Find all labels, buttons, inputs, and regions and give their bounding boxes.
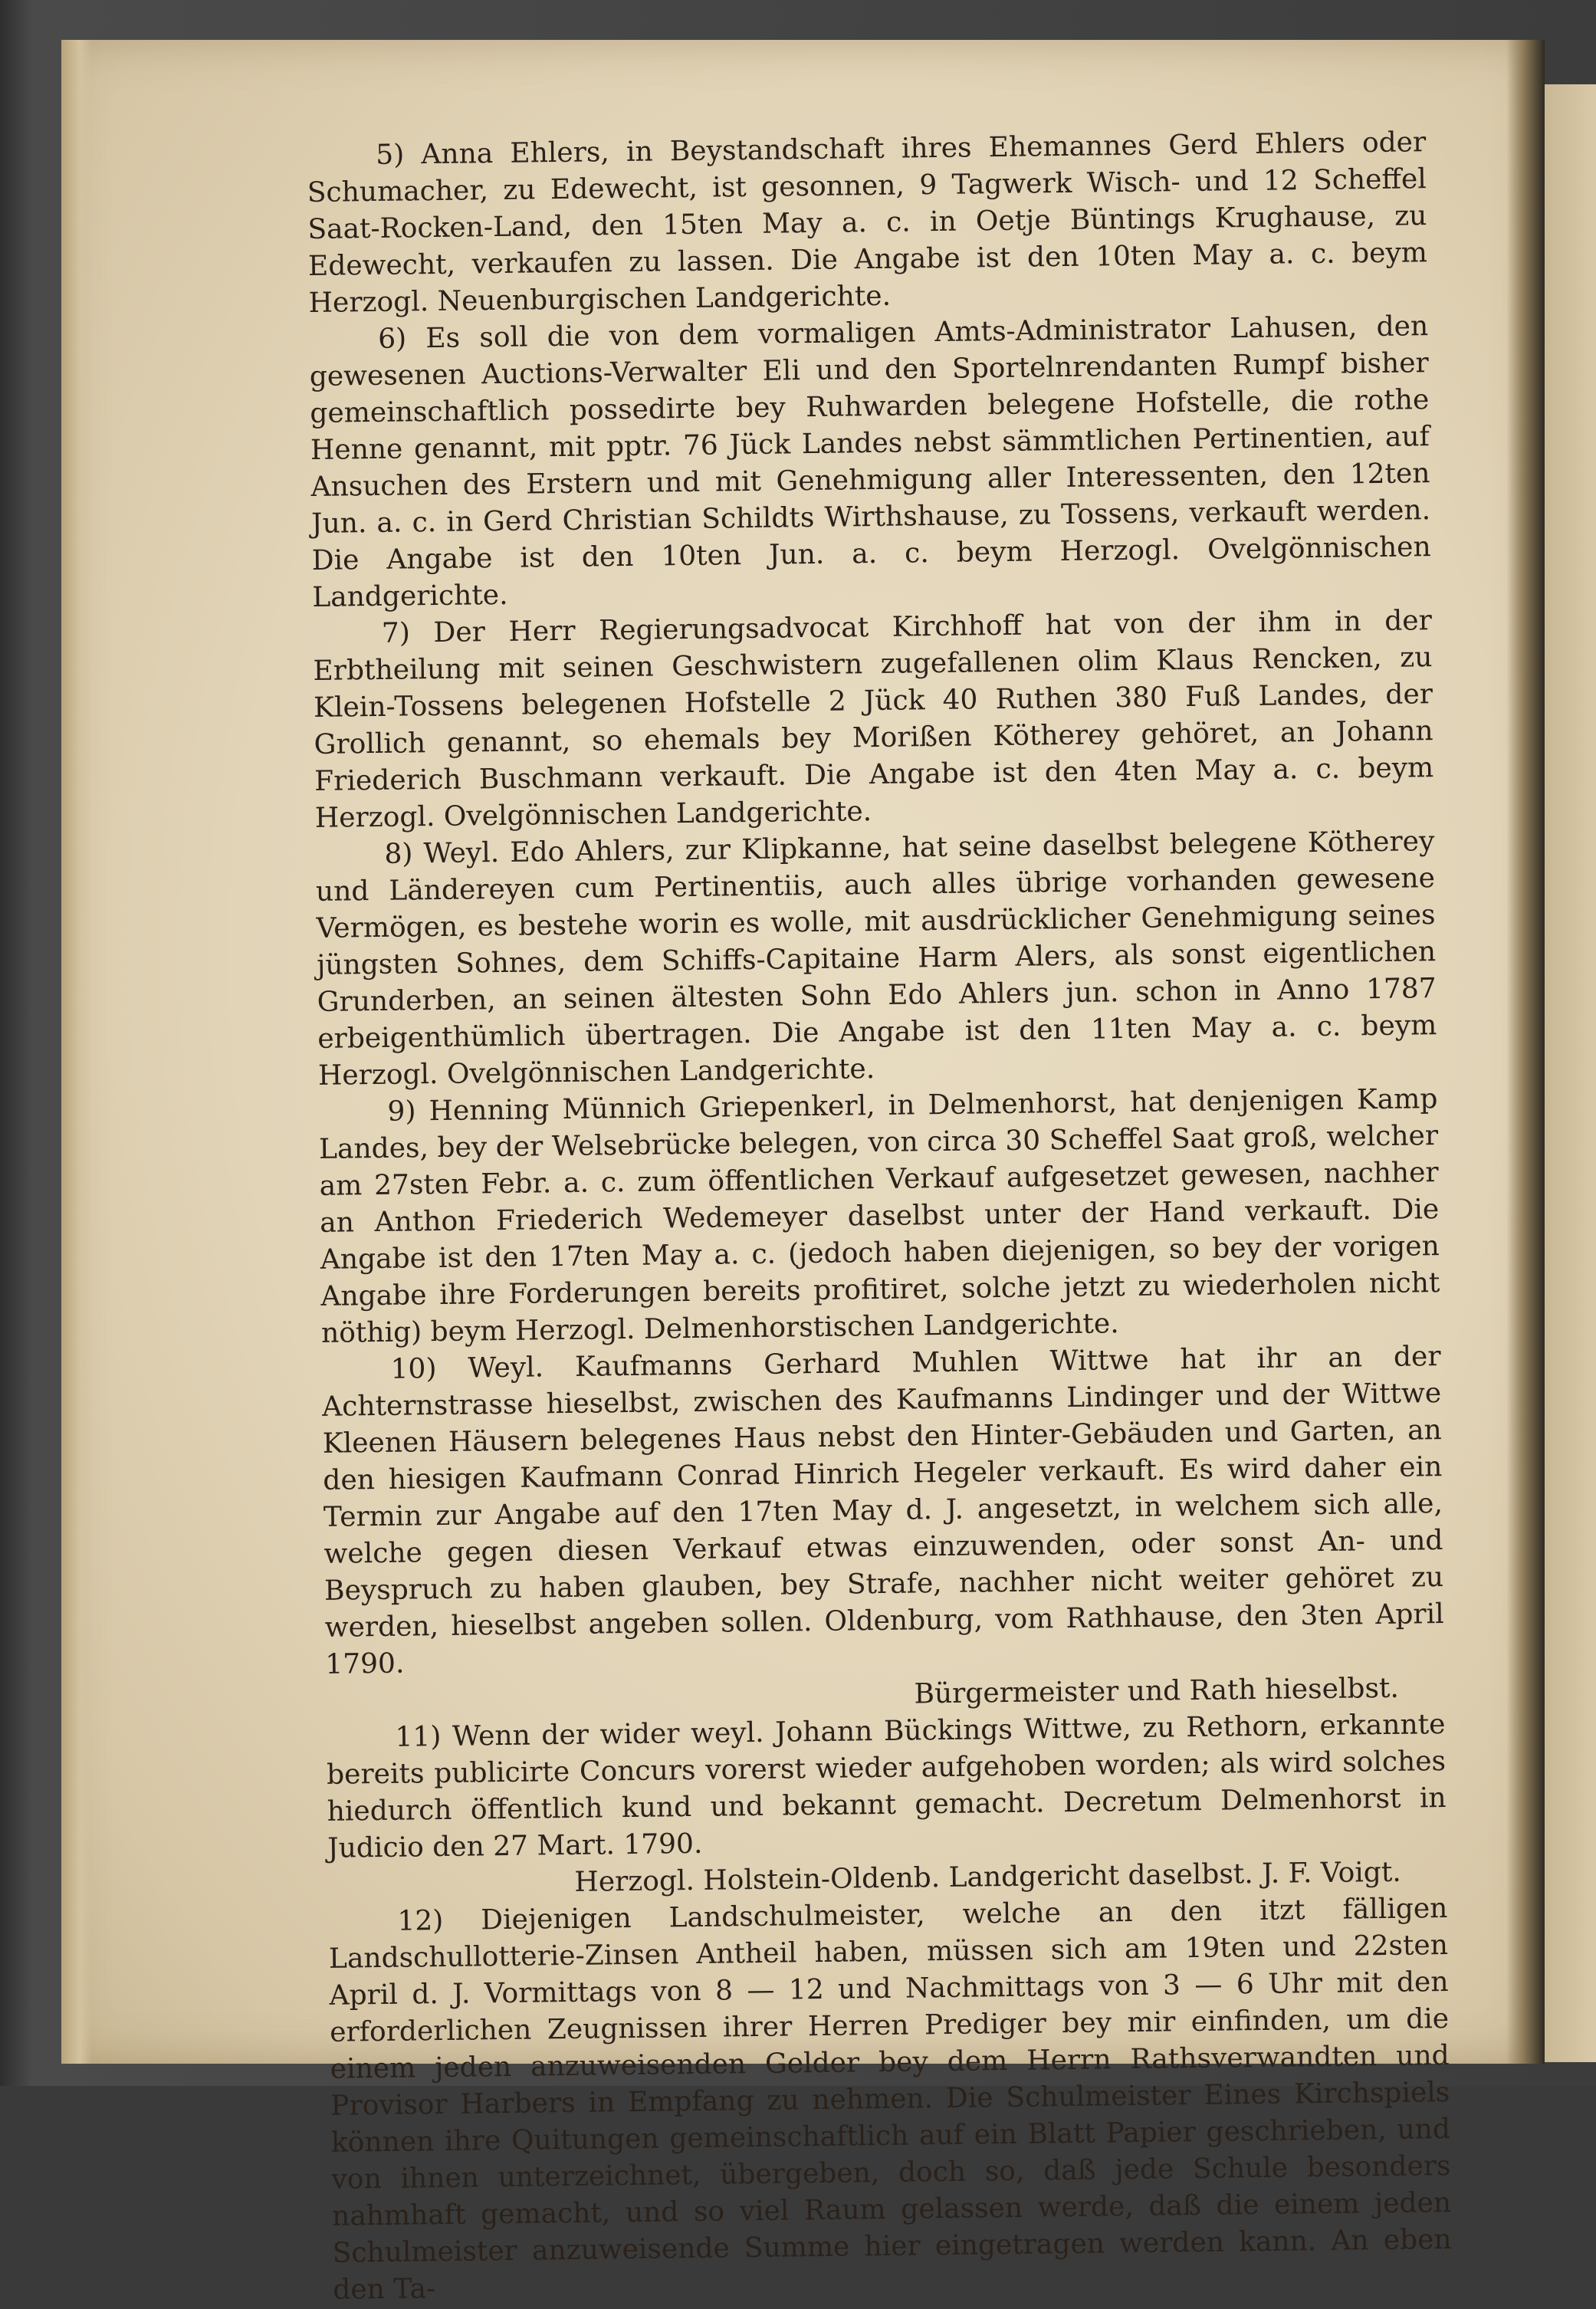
signature-landgericht: Herzogl. Holstein-Oldenb. Landgericht daselbst. J. F. Voigt. — [574, 1856, 1401, 1898]
notice-paragraph-10: 10) Weyl. Kaufmanns Gerhard Muhlen Wittwe hat ihr an der Achternstrasse hieselbst, zwischen des Kaufmanns Lindinger und der Wittwe Kleenen Häusern belegenes Haus nebst den Hinter-Gebäuden und Garten, an den hiesigen Kaufmann Conrad Hinrich Hegeler verkauft. Es wird daher ein Termin zur Angabe auf den 17ten May d. J. angesetzt, in welchem sich alle, welche gegen diesen Verkauf etwas einzuwenden, oder sonst An- und Beyspruch zu haben glauben, bey Strafe, nachher nicht weiter gehöret zu werden, hieselbst angeben sollen. Oldenburg, vom Rathhause, den 3ten April 1790. — [321, 1341, 1444, 1680]
book-gutter — [1506, 40, 1545, 2064]
notice-paragraph-6: 6) Es soll die von dem vormaligen Amts-Administrator Lahusen, den gewesenen Auctions-Verwalter Eli und den Sportelnrendanten Rumpf bisher gemeinschaftlich possedirte bey Ruhwarden belegene Hofstelle, die rothe Henne genannt, mit pptr. 76 Jück Landes nebst sämmtlichen Pertinentien, auf Ansuchen des Erstern und mit Genehmigung aller Interessenten, den 12ten Jun. a. c. in Gerd Christian Schildts Wirthshause, zu Tossens, verkauft werden. Die Angabe ist den 10ten Jun. a. c. beym Herzogl. Ovelgönnischen Landgerichte. — [309, 310, 1431, 613]
notice-paragraph-8: 8) Weyl. Edo Ahlers, zur Klipkanne, hat seine daselbst belegene Kötherey und Ländereyen cum Pertinentiis, auch alles übrige vorhanden gewesene Vermögen, es bestehe worin es wolle, mit ausdrücklicher Genehmigung seines jüngsten Sohnes, dem Schiffs-Capitaine Harm Alers, als sonst eigentlichen Grunderben, an seinen ältesten Sohn Edo Ahlers jun. schon in Anno 1787 erbeigenthümlich übertragen. Die Angabe ist den 11ten May a. c. beym Herzogl. Ovelgönnischen Landgerichte. — [315, 826, 1437, 1092]
notice-paragraph-12: 12) Diejenigen Landschulmeister, welche an den itzt fälligen Landschullotterie-Zinsen Antheil haben, müssen sich am 19ten und 22sten April d. J. Vormittags von 8 — 12 und Nachmittags von 3 — 6 Uhr mit den erforderlichen Zeugnissen ihrer Herren Prediger bey mir einfinden, um die einem jeden anzuweisenden Gelder bey dem Herrn Rathsverwandten und Provisor Harbers in Empfang zu nehmen. Die Schulmeister Eines Kirchspiels können ihre Quitungen gemeinschaftlich auf ein Blatt Papier geschrieben, und von ihnen unterzeichnet, übergeben, doch so, daß jede Schule besonders nahmhaft gemacht, und so viel Raum gelassen werde, daß die einem jeden Schulmeister anzuweisende Summe hier eingetragen werden kann. An eben den Ta- — [328, 1892, 1452, 2306]
notice-paragraph-7: 7) Der Herr Regierungsadvocat Kirchhoff hat von der ihm in der Erbtheilung mit seinen Geschwistern zugefallenen olim Klaus Rencken, zu Klein-Tossens belegenen Hofstelle 2 Jück 40 Ruthen 380 Fuß Landes, der Grollich genannt, so ehemals bey Morißen Kötherey gehöret, an Johann Friederich Buschmann verkauft. Die Angabe ist den 4ten May a. c. beym Herzogl. Ovelgönnischen Landgerichte. — [313, 605, 1434, 834]
notice-paragraph-11: 11) Wenn der wider weyl. Johann Bückings Wittwe, zu Rethorn, erkannte bereits publicirte Concurs vorerst wieder aufgehoben worden; als wird solches hiedurch öffentlich kund und bekannt gemacht. Decretum Delmenhorst in Judicio den 27 Mart. 1790. — [326, 1709, 1447, 1864]
notice-paragraph-5: 5) Anna Ehlers, in Beystandschaft ihres Ehemannes Gerd Ehlers oder Schumacher, zu Edewecht, ist gesonnen, 9 Tagwerk Wisch- und 12 Scheffel Saat-Rocken-Land, den 15ten May a. c. in Oetje Büntings Krughause, zu Edewecht, verkaufen zu lassen. Die Angabe ist den 10ten May a. c. beym Herzogl. Neuenburgischen Landgerichte. — [307, 126, 1428, 319]
signature-rath: Bürgermeister und Rath hieselbst. — [914, 1672, 1400, 1710]
facing-page-edge — [1545, 84, 1596, 2062]
notice-text-block — [307, 124, 1452, 2306]
notice-paragraph-9: 9) Henning Münnich Griepenkerl, in Delmenhorst, hat denjenigen Kamp Landes, bey der Welsebrücke belegen, von circa 30 Scheffel Saat groß, welcher am 27sten Febr. a. c. zum öffentlichen Verkauf aufgesetzet gewesen, nachher an Anthon Friederich Wedemeyer daselbst unter der Hand verkauft. Die Angabe ist den 17ten May a. c. (jedoch haben diejenigen, so bey der vorigen Angabe ihre Forderungen bereits profitiret, solche jetzt zu wiederholen nicht nöthig) beym Herzogl. Delmenhorstischen Landgerichte. — [318, 1083, 1440, 1349]
page-stack-edge — [61, 40, 92, 2064]
